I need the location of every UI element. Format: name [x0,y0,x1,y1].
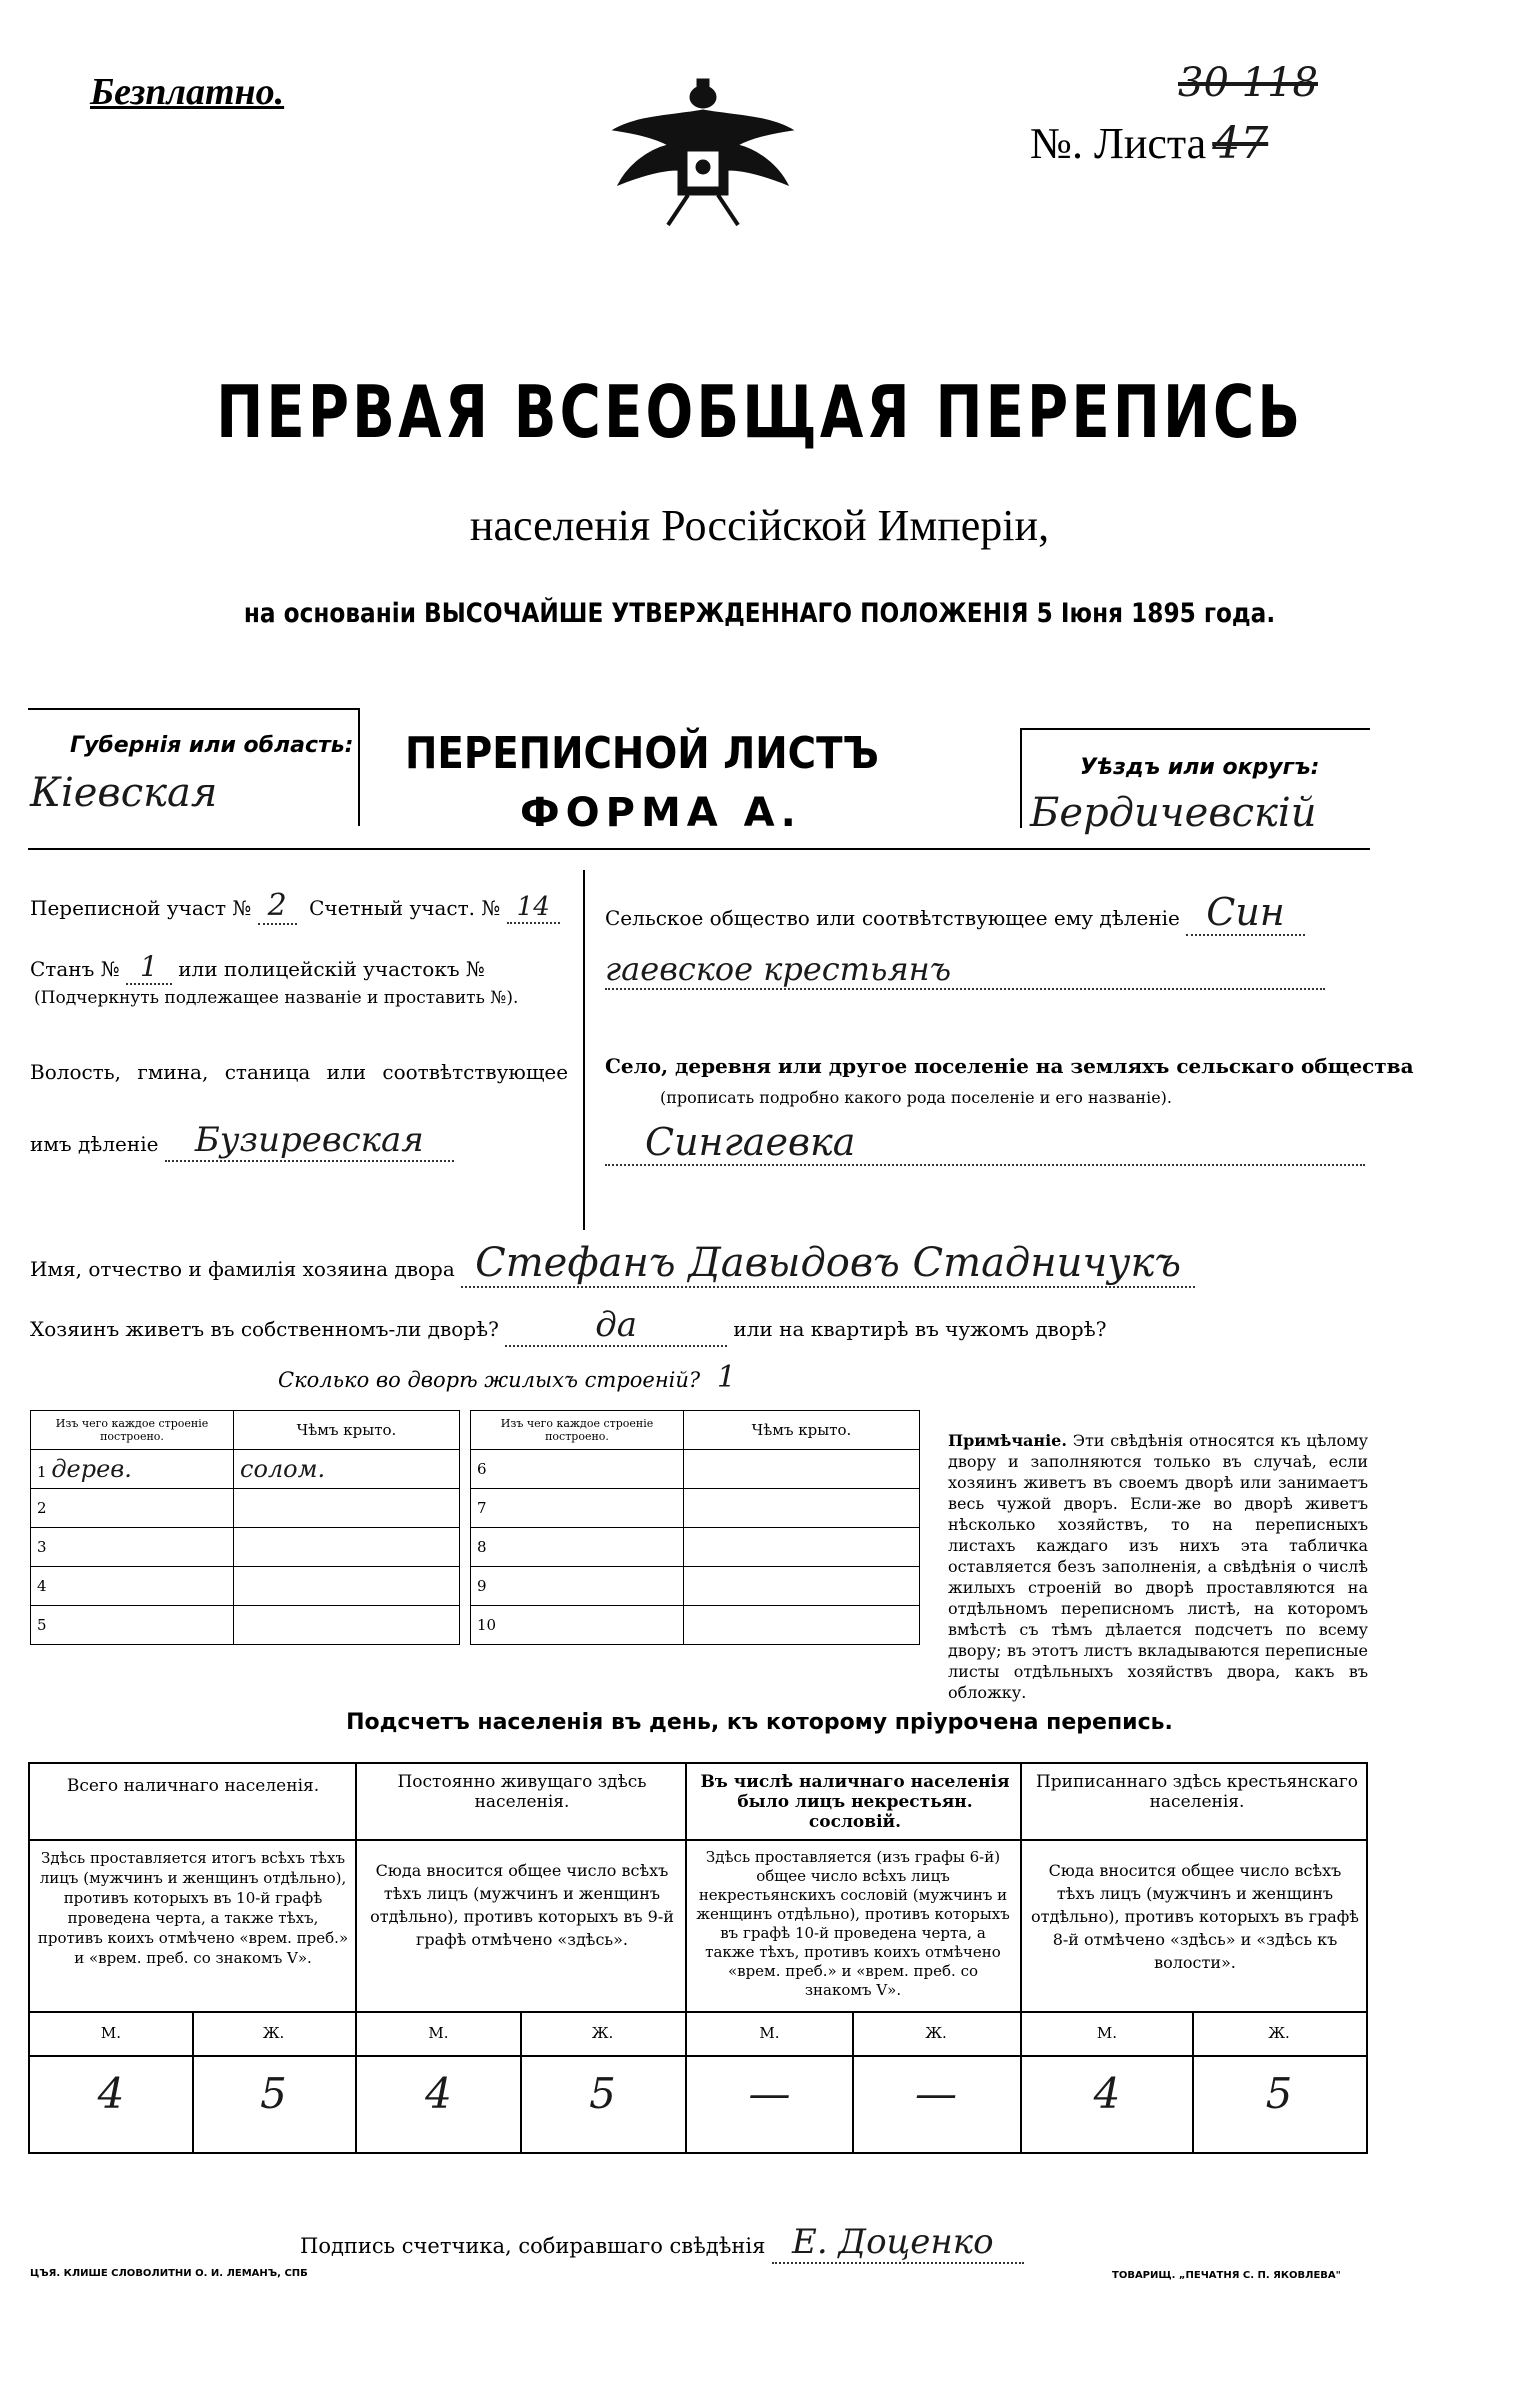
pop-registered-m: 4 [1093,2069,1121,2118]
page-title: ПЕРВАЯ ВСЕОБЩАЯ ПЕРЕПИСЬ [215,370,1304,454]
buildings-col-material-header: Изъ чего каждое строеніе построено. [31,1411,234,1450]
page-basis: на основаніи ВЫСОЧАЙШЕ УТВЕРЖДЕННАГО ПОЛОЖЕНІЯ 5 Іюня 1895 года. [243,598,1276,629]
buildings-row: Сколько во дворѣ жилыхъ строеній? 1 [278,1360,736,1395]
stan-row: Станъ № 1 или полицейскій участокъ № [30,950,485,983]
buildings-table-left [30,1410,460,1645]
own-yard-value: да [505,1305,727,1347]
table-row: 8 [471,1528,920,1567]
form-header-bottom-line [28,848,1370,850]
sheet-number-value: 47 [1212,118,1269,169]
buildings-value: 1 [716,1360,736,1395]
printer-left: ЦЪЯ. КЛИШЕ СЛОВОЛИТНИ О. И. ЛЕМАНЪ, СПБ [30,2268,308,2279]
village-note: (прописать подробно какого рода поселеніе и его названіе). [660,1088,1172,1107]
pop-col2-desc: Сюда вносится общее число всѣхъ тѣхъ лицъ (мужчинъ и женщинъ отдѣльно), противъ которыхъ въ 9-й графѣ отмѣчено «здѣсь». [370,1861,674,1949]
pop-col4-desc: Сюда вносится общее число всѣхъ тѣхъ лицъ (мужчинъ и женщинъ отдѣльно), противъ которыхъ въ графѣ 8-й отмѣчено «здѣсь» и «здѣсь къ волости». [1031,1861,1359,1972]
free-label: Безплатно. [90,71,285,113]
pop-col1-desc: Здѣсь проставляется итогъ всѣхъ тѣхъ лицъ (мужчинъ и женщинъ отдѣльно), противъ которыхъ въ 10-й графѣ проведена черта, а также тѣхъ, противъ коихъ отмѣчено «врем. преб.» и «врем. преб. со знакомъ V». [37,1849,349,1967]
table-row: 6 [471,1450,920,1489]
form-header-top-line [28,708,358,710]
volost-label: Волость, гмина, станица или соотвѣтствующее [30,1060,569,1084]
underline-note: (Подчеркнуть подлежащее названіе и проставить №). [34,988,519,1008]
village-label: Село, деревня или другое поселеніе на земляхъ сельскаго общества [605,1054,1414,1078]
pop-f-label-4: Ж. [1268,2024,1290,2042]
volost-value: Бузиревская [165,1120,454,1162]
pop-col2-head: Постоянно живущаго здѣсь населенія. [397,1772,647,1812]
fields-center-divider [583,870,585,1230]
pop-col1-head: Всего наличнаго населенія. [66,1776,320,1796]
village-value: Сингаевка [605,1120,1365,1166]
pop-col3-desc: Здѣсь проставляется (изъ графы 6-й) общее число всѣхъ лицъ некрестьянскихъ сословій (мужчинъ и женщинъ отдѣльно), противъ которыхъ въ графѣ 10-й проведена черта, а также тѣхъ, противъ коихъ отмѣчено «врем. преб.» и «врем. преб. со знакомъ V». [696,1848,1010,1999]
buildings-col-roof-header: Чѣмъ крыто. [234,1411,460,1450]
table-row: 9 [471,1567,920,1606]
pop-f-label-3: Ж. [925,2024,947,2042]
pop-registered-f: 5 [1265,2069,1293,2118]
form-header-left-divider [358,708,360,826]
pop-nonpeasant-f: — [915,2069,957,2118]
count-area-value: 14 [507,892,560,924]
form-header-right-divider [1020,728,1022,828]
population-title: Подсчетъ населенія въ день, къ которому пріурочена перепись. [346,1710,1173,1735]
buildings-col-roof-header-2: Чѣмъ крыто. [684,1411,920,1450]
table-row: 3 [31,1528,460,1567]
pop-f-label-2: Ж. [591,2024,614,2042]
society-value-2: гаевское крестьянъ [605,950,1325,990]
pop-m-label-4: М. [1096,2024,1118,2042]
sheet-number-label: №. Листа 47 [1030,118,1269,169]
form-title: ПЕРЕПИСНОЙ ЛИСТЪ [405,728,879,779]
pop-m-label-2: М. [428,2024,449,2042]
census-area-value: 2 [258,888,297,925]
society-value-1: Син [1186,890,1305,936]
volost-row: имъ дѣленіе Бузиревская [30,1120,454,1160]
population-table [28,1762,1368,2154]
census-area-row: Переписной участ № 2 Счетный участ. № 14 [30,888,560,923]
table-row: 2 [31,1489,460,1528]
buildings-table-right [470,1410,920,1645]
pop-col4-head: Приписаннаго здѣсь крестьянскаго населенія. [1035,1772,1359,1812]
signature-row: Подпись счетчика, собиравшаго свѣдѣнія Е. Доценко [300,2222,1024,2262]
province-value: Кіевская [30,770,218,816]
page-subtitle: населенія Россійской Имперіи, [469,501,1050,550]
buildings-col-material-header-2: Изъ чего каждое строеніе построено. [471,1411,684,1450]
pop-m-label-3: М. [759,2024,780,2042]
pop-permanent-f: 5 [589,2069,616,2118]
owner-value: Стефанъ Давыдовъ Стадничукъ [461,1240,1195,1288]
table-row: 7 [471,1489,920,1528]
society-row: Сельское общество или соотвѣтствующее ему дѣленіе Син [605,890,1305,934]
table-row: 10 [471,1606,920,1645]
pop-permanent-m: 4 [425,2069,452,2118]
pop-m-label-1: М. [100,2024,122,2042]
pop-total-f: 5 [260,2069,287,2118]
pop-f-label-1: Ж. [262,2024,285,2042]
owner-row: Имя, отчество и фамилія хозяина двора Стефанъ Давыдовъ Стадничукъ [30,1240,1195,1286]
printer-right: ТОВАРИЩ. „ПЕЧАТНЯ С. П. ЯКОВЛЕВА" [1112,2270,1341,2281]
pop-nonpeasant-m: — [748,2069,791,2118]
pop-col3-head: Въ числѣ наличнаго населенія было лицъ некрестьян. сословій. [700,1772,1010,1832]
district-label: Уѣздъ или округъ: [1080,755,1320,780]
pop-total-m: 4 [97,2069,125,2118]
form-header-top-line-right [1020,728,1370,730]
coat-of-arms-icon [598,75,808,235]
signature-value: Е. Доценко [772,2222,1024,2264]
form-type: ФОРМА А. [520,790,802,836]
table-row: 1 дерев. солом. [31,1450,460,1489]
province-label: Губернія или область: [70,733,354,758]
own-yard-row: Хозяинъ живетъ въ собственномъ-ли дворѣ? да или на квартирѣ въ чужомъ дворѣ? [30,1305,1107,1345]
archive-number: 30 118 [1178,60,1318,106]
note-text: Примѣчаніе. Эти свѣдѣнія относятся къ цѣлому двору и заполняются только въ случаѣ, если хозяинъ живетъ въ своемъ дворѣ или занимаетъ весь чужой дворъ. Если-же во дворѣ живетъ нѣсколько хозяйствъ, то на переписныхъ листахъ каждаго изъ нихъ эта табличка оставляется безъ заполненія, а свѣдѣнія о числѣ жилыхъ строеній во дворѣ проставляются на отдѣльномъ переписномъ листѣ, на которомъ вмѣстѣ съ тѣмъ дѣлается подсчетъ по всему двору; въ этотъ листъ вкладываются переписные листы отдѣльныхъ хозяйствъ двора, какъ въ обложку. [948,1431,1368,1702]
table-row: 4 [31,1567,460,1606]
stan-value: 1 [126,950,172,985]
district-value: Бердичевскій [1030,790,1317,836]
table-row: 5 [31,1606,460,1645]
